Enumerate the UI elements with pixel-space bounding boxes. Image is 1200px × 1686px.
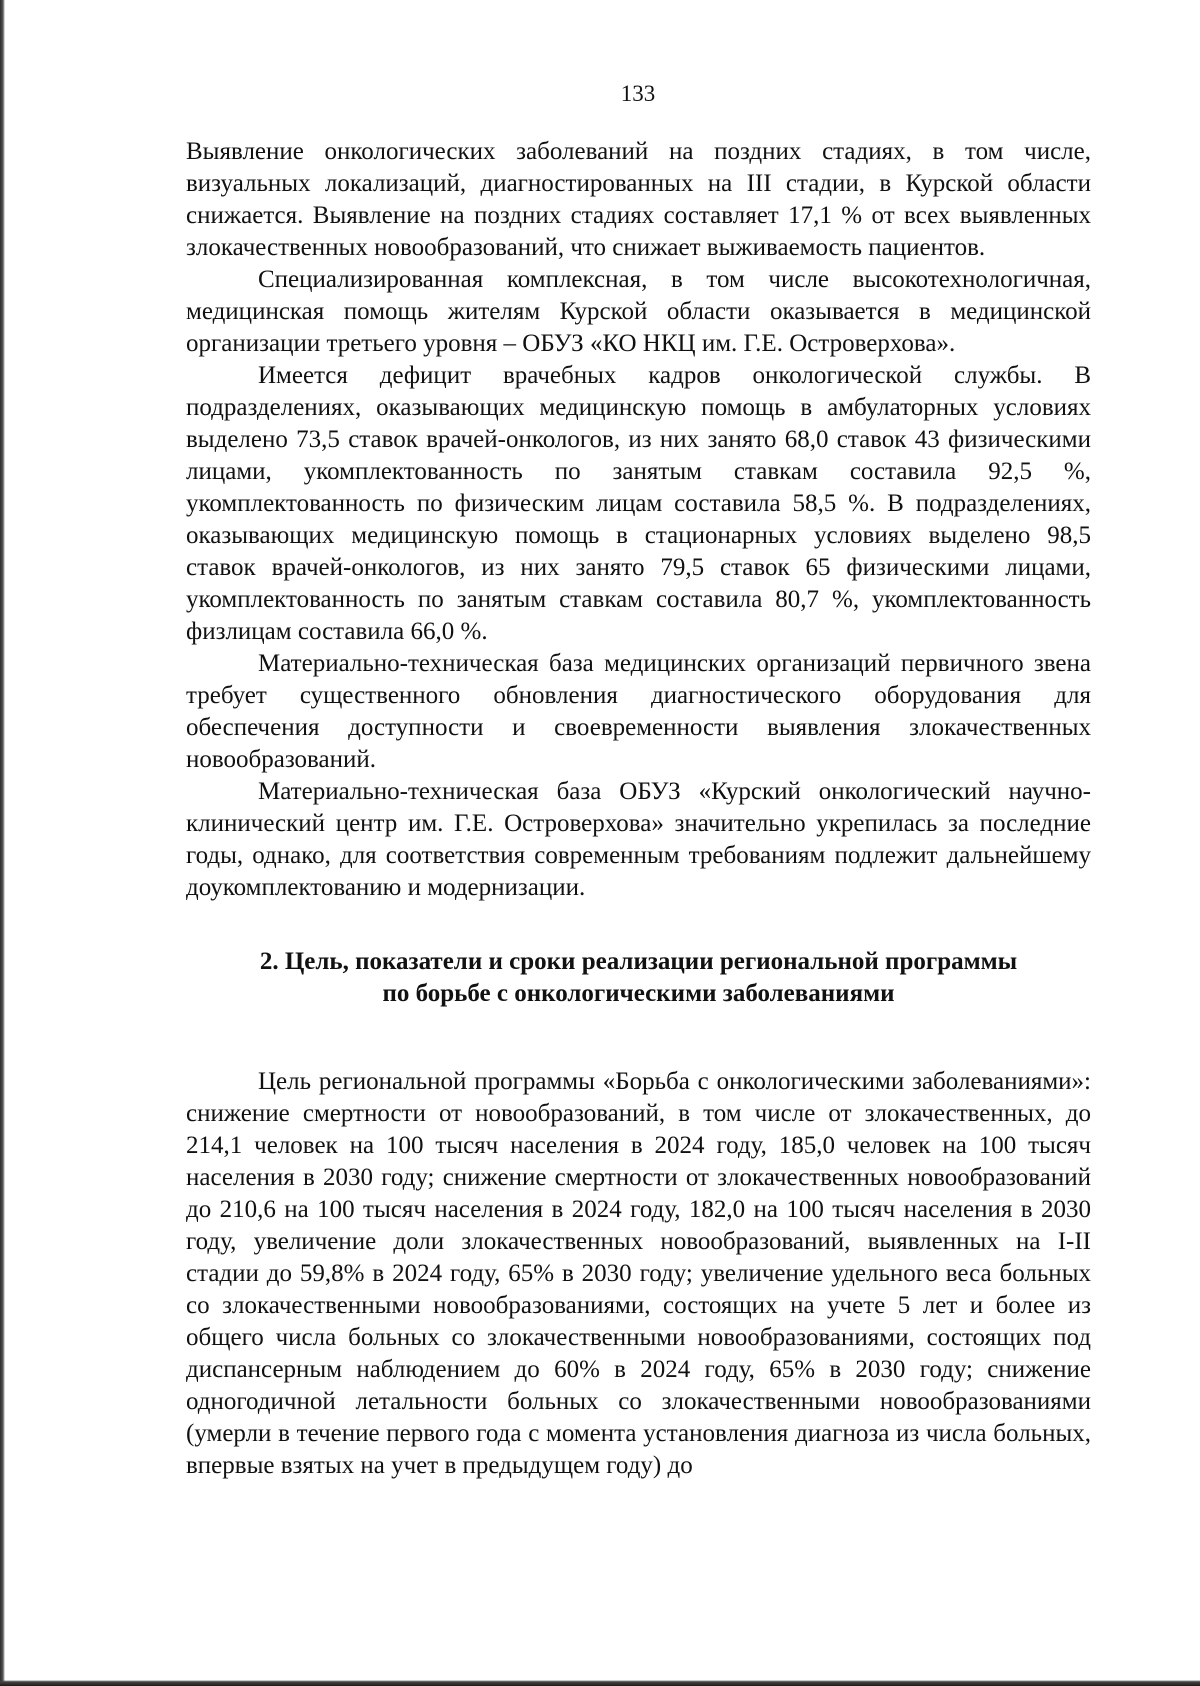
paragraph-specialized-care: Специализированная комплексная, в том числе высокотехнологичная, медицинская помощь жителям Курской области оказывается в медицинской организации третьего уровня – ОБУЗ «КО НКЦ им. Г.Е. Островерхова».	[186, 266, 1091, 357]
paragraph-oncology-center: Материально-техническая база ОБУЗ «Курский онкологический научно-клинический центр им. Г.Е. Островерхова» значительно укрепилась за последние годы, однако, для соответствия современным требованиям подлежит дальнейшему доукомплектованию и модернизации.	[186, 778, 1091, 901]
paragraph-program-goal: Цель региональной программы «Борьба с онкологическими заболеваниями»: снижение смертности от новообразований, в том числе от злокачественных, до 214,1 человек на 100 тысяч населения в 2024 году, 185,0 человек на 100 тысяч населения в 2030 году; снижение смертности от злокачественных новообразований до 210,6 на 100 тысяч населения в 2024 году, 182,0 на 100 тысяч населения в 2030 году, увеличение доли злокачественных новообразований, выявленных на I-II стадии до 59,8% в 2024 году, 65% в 2030 году; увеличение удельного веса больных со злокачественными новообразованиями, состоящих на учете 5 лет и более из общего числа больных со злокачественными новообразованиями, состоящих под диспансерным наблюдением до 60% в 2024 году, 65% в 2030 году; снижение одногодичной летальности больных со злокачественными новообразованиями (умерли в течение первого года с момента установления диагноза из числа больных, впервые взятых на учет в предыдущем году) до	[186, 1068, 1091, 1479]
paragraph-staff-deficit: Имеется дефицит врачебных кадров онкологической службы. В подразделениях, оказывающих медицинскую помощь в амбулаторных условиях выделено 73,5 ставок врачей-онкологов, из них занято 68,0 ставок 43 физическими лицами, укомплектованность по занятым ставкам составила 92,5 %, укомплектованность по физическим лицам составила 58,5 %. В подразделениях, оказывающих медицинскую помощь в стационарных условиях выделено 98,5 ставок врачей-онкологов, из них занято 79,5 ставок 65 физическими лицами, укомплектованность по занятым ставкам составила 80,7 %, укомплектованность физлицам составила 66,0 %.	[186, 362, 1091, 645]
scan-edge-left	[0, 0, 5, 1686]
scan-edge-bottom	[0, 1680, 1200, 1686]
paragraph-late-detection: Выявление онкологических заболеваний на поздних стадиях, в том числе, визуальных локализаций, диагностированных на III стадии, в Курской области снижается. Выявление на поздних стадиях составляет 17,1 % от всех выявленных злокачественных новообразований, что снижает выживаемость пациентов.	[186, 138, 1091, 261]
section-heading-line-2: по борьбе с онкологическими заболеваниями	[382, 980, 895, 1007]
paragraph-primary-equipment: Материально-техническая база медицинских организаций первичного звена требует существенного обновления диагностического оборудования для обеспечения доступности и своевременности выявления злокачественных новообразований.	[186, 650, 1091, 773]
section-heading-line-1: 2. Цель, показатели и сроки реализации региональной программы	[259, 948, 1018, 975]
section-heading	[186, 946, 1091, 1010]
page-number: 133	[620, 81, 656, 106]
document-body	[186, 136, 1091, 1482]
